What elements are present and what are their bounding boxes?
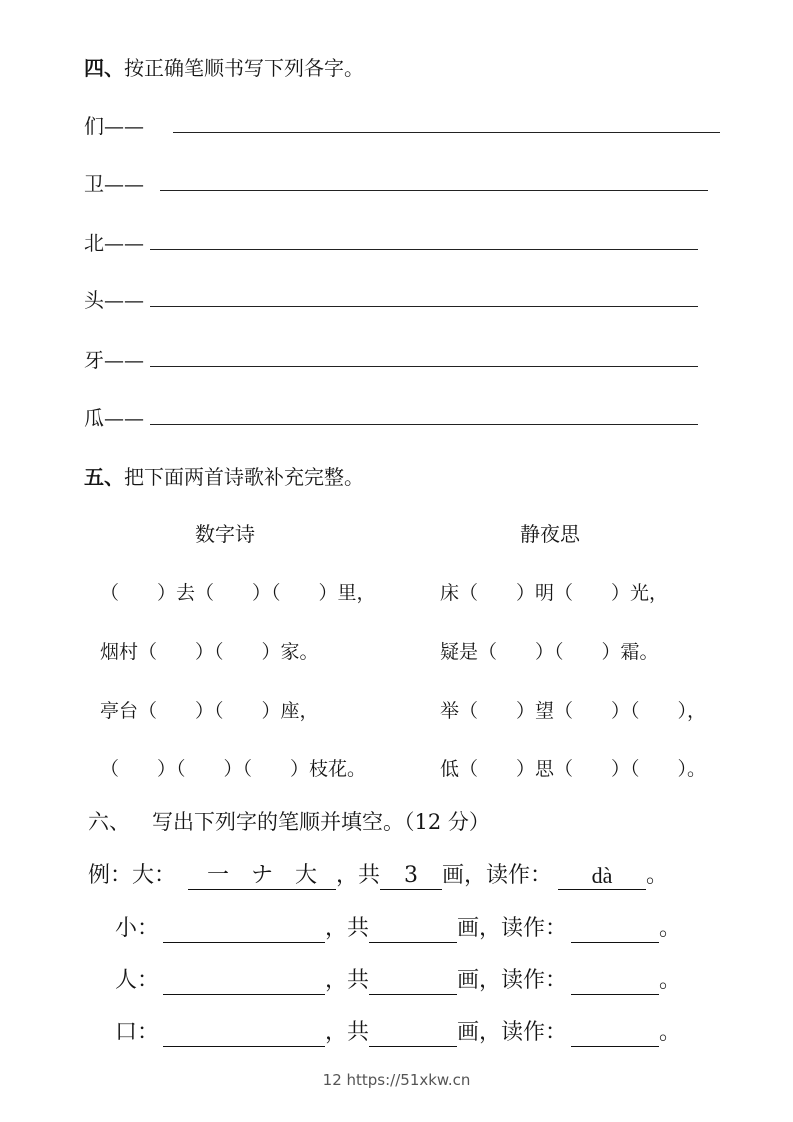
row-end: 。 <box>646 863 669 888</box>
question-row <box>115 1019 681 1047</box>
character-label: 们—— <box>84 114 144 138</box>
section-6-heading <box>88 809 490 835</box>
poem-line: 疑是（ ）（ ）霜。 <box>440 641 659 663</box>
row-end: 。 <box>659 968 682 993</box>
writing-line[interactable] <box>150 306 698 307</box>
question-row <box>115 915 681 943</box>
example-count-answer: 3 <box>380 862 442 890</box>
character-label: 卫—— <box>84 172 144 196</box>
read-prefix: 画，读作： <box>457 916 568 941</box>
poem-line: 举（ ）望（ ）（ ）， <box>440 700 707 722</box>
question-row <box>115 967 681 995</box>
poem-title-right: 静夜思 <box>520 522 580 546</box>
row-end: 。 <box>659 916 682 941</box>
section-5-heading <box>84 465 364 489</box>
poem-line: （ ）去（ ）（ ）里， <box>100 582 376 604</box>
poem-line: 烟村（ ）（ ）家。 <box>100 641 319 663</box>
poem-line: 床（ ）明（ ）光， <box>440 582 669 604</box>
read-prefix: 画，读作： <box>442 863 553 888</box>
count-blank[interactable] <box>369 1019 457 1047</box>
stroke-order-row <box>84 114 720 138</box>
section-5-title: 把下面两首诗歌补充完整。 <box>124 465 364 489</box>
example-row <box>88 862 668 890</box>
section-6-title: 写出下列字的笔顺并填空。（12 分） <box>152 810 490 834</box>
example-strokes-answer: 一 ナ 大 <box>188 862 336 890</box>
stroke-order-row <box>84 172 708 196</box>
stroke-order-row <box>84 348 698 372</box>
character-label: 瓜—— <box>84 406 144 430</box>
section-4-number: 四、 <box>84 56 124 80</box>
writing-line[interactable] <box>150 249 698 250</box>
stroke-order-row <box>84 406 698 430</box>
writing-line[interactable] <box>160 190 708 191</box>
stroke-order-row <box>84 288 698 312</box>
example-label: 例：大： <box>88 863 177 888</box>
question-label: 人： <box>115 968 160 993</box>
stroke-order-row <box>84 231 698 255</box>
question-label: 口： <box>115 1020 160 1045</box>
read-prefix: 画，读作： <box>457 1020 568 1045</box>
example-pinyin-answer: dà <box>558 862 646 890</box>
section-4-title: 按正确笔顺书写下列各字。 <box>124 56 364 80</box>
writing-line[interactable] <box>150 424 698 425</box>
poem-line: （ ）（ ）（ ）枝花。 <box>100 758 367 780</box>
page-footer: 12 https://51xkw.cn <box>322 1071 471 1089</box>
count-prefix: ，共 <box>336 863 381 888</box>
section-5-number: 五、 <box>84 465 124 489</box>
row-end: 。 <box>659 1020 682 1045</box>
section-4-heading <box>84 56 364 80</box>
count-blank[interactable] <box>369 967 457 995</box>
count-prefix: ，共 <box>325 916 370 941</box>
strokes-blank[interactable] <box>163 967 325 995</box>
count-prefix: ，共 <box>325 1020 370 1045</box>
poem-title-left: 数字诗 <box>195 522 255 546</box>
pinyin-blank[interactable] <box>571 1019 659 1047</box>
character-label: 头—— <box>84 288 144 312</box>
character-label: 北—— <box>84 231 144 255</box>
character-label: 牙—— <box>84 348 144 372</box>
poem-line: 亭台（ ）（ ）座， <box>100 700 319 722</box>
strokes-blank[interactable] <box>163 915 325 943</box>
writing-line[interactable] <box>173 132 720 133</box>
writing-line[interactable] <box>150 366 698 367</box>
section-6-number: 六、 <box>88 810 130 834</box>
pinyin-blank[interactable] <box>571 915 659 943</box>
question-label: 小： <box>115 916 160 941</box>
poem-line: 低（ ）思（ ）（ ）。 <box>440 758 707 780</box>
count-blank[interactable] <box>369 915 457 943</box>
pinyin-blank[interactable] <box>571 967 659 995</box>
strokes-blank[interactable] <box>163 1019 325 1047</box>
count-prefix: ，共 <box>325 968 370 993</box>
read-prefix: 画，读作： <box>457 968 568 993</box>
